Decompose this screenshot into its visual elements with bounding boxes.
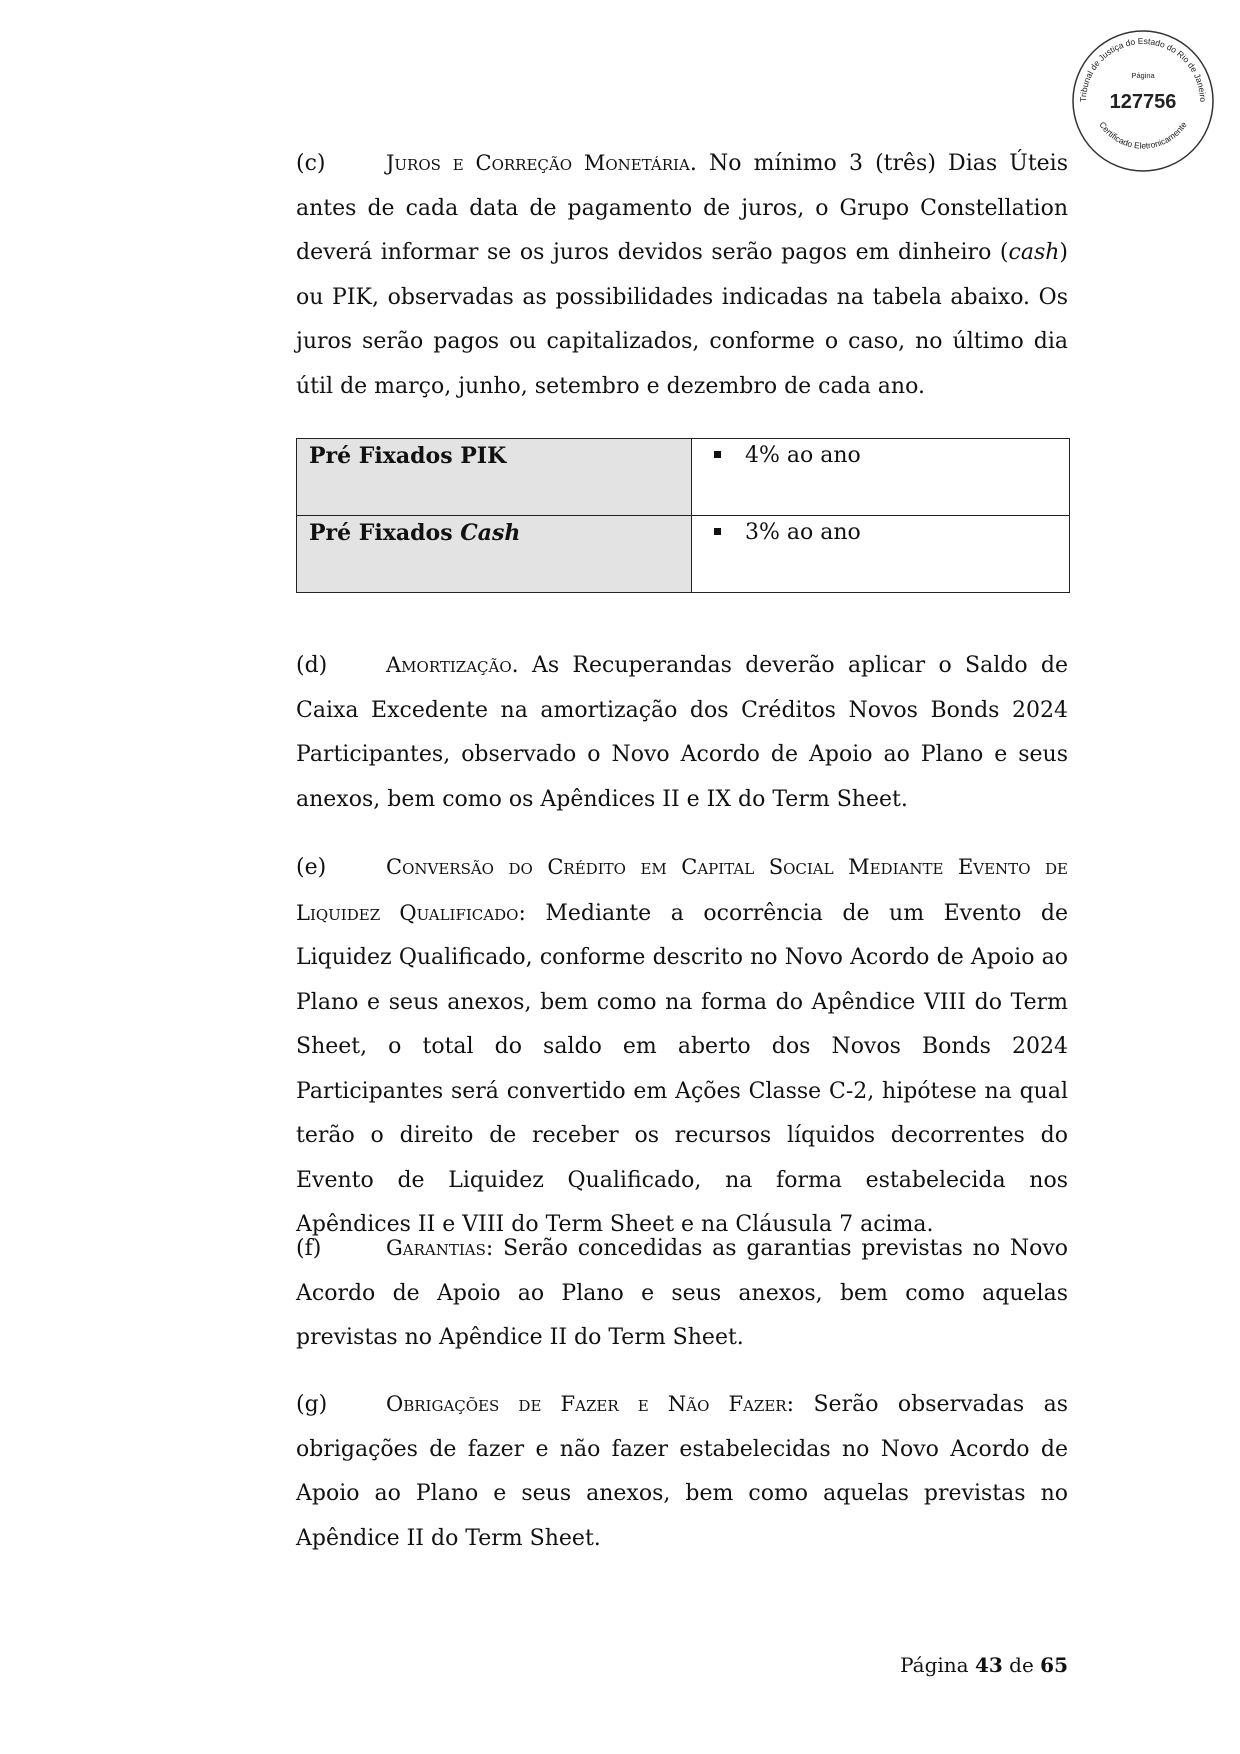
table-cell-value [692,516,1070,593]
table-row [297,516,1070,593]
square-bullet-icon [714,528,721,535]
table-key-text: Pré Fixados PIK [309,443,507,469]
section-c-title: Juros e Correção Monetária [386,151,690,175]
section-e-label: (e) [296,855,327,880]
footer-page-word: Página [900,1653,969,1677]
section-g-text: Serão observadas as obrigações de fazer e não fazer estabelecidas no Novo Acordo de Apoio ao Plano e seus anexos, bem como aquelas previstas no Apêndice II do Term Sheet. [296,1392,1068,1551]
square-bullet-icon [714,451,721,458]
stamp-ring-top-text: Tribunal de Justiça do Estado do Rio de Janeiro [1077,35,1209,103]
page-footer [900,1653,1068,1677]
footer-of-word: de [1009,1653,1034,1677]
table-cell-value [692,439,1070,516]
table-cell-key [297,439,692,516]
table-row [297,439,1070,516]
section-d-label: (d) [296,653,328,678]
section-d [296,643,1068,822]
section-c-text-2: ) ou PIK, observadas as possibilidades indicadas na tabela abaixo. Os juros serão pagos ou capitalizados, conforme o caso, no último dia útil de março, junho, setembro e dezembro de cada ano. [296,240,1068,399]
section-c-paragraph: (c) Juros e Correção Monetária. No mínimo 3 (três) Dias Úteis antes de cada data de pagamento de juros, o Grupo Constellation deverá informar se os juros devidos serão pagos em dinheiro (cash) ou PIK, observadas as possibilidades indicadas na tabela abaixo. Os juros serão pagos ou capitalizados, conforme o caso, no último dia útil de março, junho, setembro e dezembro de cada ano. [296,141,1068,409]
section-g-label: (g) [296,1392,328,1417]
section-f [296,1226,1068,1361]
section-f-title: Garantias [386,1236,486,1260]
section-c [296,141,1068,409]
section-f-paragraph: (f) Garantias: Serão concedidas as garantias previstas no Novo Acordo de Apoio ao Plano e seus anexos, bem como aquelas previstas no Apêndice II do Term Sheet. [296,1226,1068,1361]
section-g-paragraph: (g) Obrigações de Fazer e Não Fazer: Serão observadas as obrigações de fazer e não fazer estabelecidas no Novo Acordo de Apoio ao Plano e seus anexos, bem como aquelas previstas no Apêndice II do Term Sheet. [296,1382,1068,1561]
section-e-paragraph: (e) Conversão do Crédito em Capital Social Mediante Evento de Liquidez Qualificado: Mediante a ocorrência de um Evento de Liquidez Qualificado, conforme descrito no Novo Acordo de Apoio ao Plano e seus anexos, bem como na forma do Apêndice VIII do Term Sheet, o total do saldo em aberto dos Novos Bonds 2024 Participantes será convertido em Ações Classe C-2, hipótese na qual terão o direito de receber os recursos líquidos decorrentes do Evento de Liquidez Qualificado, na forma estabelecida nos Apêndices II e VIII do Term Sheet e na Cláusula 7 acima. [296,845,1068,1248]
footer-total-pages: 65 [1040,1653,1068,1677]
section-c-text-em: cash [1008,240,1060,265]
court-stamp [1068,26,1218,176]
interest-rate-table [296,438,1070,593]
section-g [296,1382,1068,1561]
stamp-seal [1068,26,1218,176]
table-value-text: 4% ao ano [745,443,861,468]
stamp-ring-bottom-text: Certificado Eletronicamente [1097,119,1189,151]
table-value-text: 3% ao ano [745,520,861,545]
section-g-title: Obrigações de Fazer e Não Fazer [386,1392,787,1416]
stamp-number: 127756 [1109,91,1177,113]
section-d-paragraph: (d) Amortização. As Recuperandas deverão aplicar o Saldo de Caixa Excedente na amortização dos Créditos Novos Bonds 2024 Participantes, observado o Novo Acordo de Apoio ao Plano e seus anexos, bem como os Apêndices II e IX do Term Sheet. [296,643,1068,822]
section-c-text-1: No mínimo 3 (três) Dias Úteis antes de cada data de pagamento de juros, o Grupo Constellation deverá informar se os juros devidos serão pagos em dinheiro ( [296,151,1068,265]
section-f-text: Serão concedidas as garantias previstas no Novo Acordo de Apoio ao Plano e seus anexos, bem como aquelas previstas no Apêndice II do Term Sheet. [296,1236,1069,1350]
section-d-title: Amortização [386,653,512,677]
section-e [296,845,1068,1248]
section-e-text: Mediante a ocorrência de um Evento de Liquidez Qualificado, conforme descrito no Novo Acordo de Apoio ao Plano e seus anexos, bem como na forma do Apêndice VIII do Term Sheet, o total do saldo em aberto dos Novos Bonds 2024 Participantes será convertido em Ações Classe C-2, hipótese na qual terão o direito de receber os recursos líquidos decorrentes do Evento de Liquidez Qualificado, na forma estabelecida nos Apêndices II e VIII do Term Sheet e na Cláusula 7 acima. [296,900,1069,1237]
stamp-page-label: Página [1131,71,1155,80]
table-cell-key [297,516,692,593]
table-key-text: Pré Fixados [309,520,461,546]
footer-current-page: 43 [974,1653,1003,1677]
table-key-em: Cash [460,520,521,546]
section-c-label: (c) [296,151,326,176]
section-d-text: As Recuperandas deverão aplicar o Saldo de Caixa Excedente na amortização dos Créditos Novos Bonds 2024 Participantes, observado o Novo Acordo de Apoio ao Plano e seus anexos, bem como os Apêndices II e IX do Term Sheet. [296,653,1068,812]
section-f-label: (f) [296,1236,322,1261]
section-e-title: Conversão do Crédito em Capital Social Mediante Evento de Liquidez Qualificado [296,855,1068,925]
